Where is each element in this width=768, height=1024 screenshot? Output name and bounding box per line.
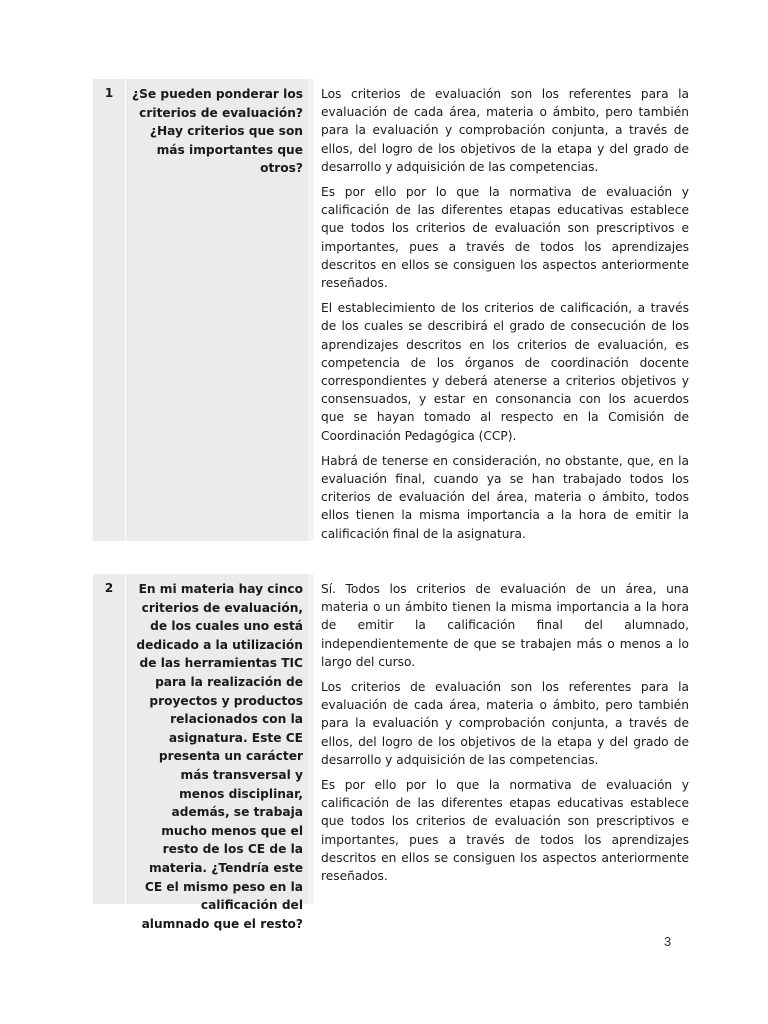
question-text: En mi materia hay cinco criterios de evaluación, de los cuales uno está dedicado a la utilización de las herramientas TIC para la realización de proyectos y productos relacionados con la asignatura. Este CE presenta un carácter más transversal y menos disciplinar, además, se trabaja mucho menos que el resto de los CE de la materia. ¿Tendría este CE el mismo peso en la calificación del alumnado que el resto? [126, 574, 308, 904]
question-number: 2 [93, 574, 125, 904]
answer-paragraph: El establecimiento de los criterios de calificación, a través de los cuales se describirá el grado de consecución de los aprendizajes descritos en los criterios de evaluación, es competencia de los órganos de coordinación docente correspondientes y deberá atenerse a criterios objetivos y consensuados, y estar en consonancia con los acuerdos que se hayan tomado al respecto en la Comisión de Coordinación Pedagógica (CCP). [321, 301, 689, 443]
answer-paragraph: Sí. Todos los criterios de evaluación de un área, una materia o un ámbito tienen la misma importancia a la hora de emitir la calificación final del alumnado, independientemente de que se trabajen más o menos a lo largo del curso. [321, 582, 689, 669]
answer-paragraph: Es por ello por lo que la normativa de evaluación y calificación de las diferentes etapas educativas establece que todos los criterios de evaluación son prescriptivos e importantes, pues a través de todos los aprendizajes descritos en ellos se consiguen los aspectos anteriormente reseñados. [321, 778, 689, 884]
answer-paragraph: Es por ello por lo que la normativa de evaluación y calificación de las diferentes etapas educativas establece que todos los criterios de evaluación son prescriptivos e importantes, pues a través de todos los aprendizajes descritos en ellos se consiguen los aspectos anteriormente reseñados. [321, 185, 689, 291]
answer-paragraph: Los criterios de evaluación son los referentes para la evaluación de cada área, materia o ámbito, pero también para la evaluación y comprobación conjunta, a través de ellos, del logro de los objetivos de la etapa y del grado de desarrollo y adquisición de las competencias. [321, 680, 689, 767]
question-number: 1 [93, 79, 125, 541]
faq-table-2 [93, 574, 693, 931]
answer-paragraph: Habrá de tenerse en consideración, no obstante, que, en la evaluación final, cuando ya se han trabajado todos los criterios de evaluación del área, materia o ámbito, todos ellos tienen la misma importancia a la hora de emitir la calificación final de la asignatura. [321, 453, 689, 541]
question-text: ¿Se pueden ponderar los criterios de evaluación? ¿Hay criterios que son más importantes que otros? [126, 79, 308, 541]
page-number: 3 [664, 934, 672, 949]
faq-table-1 [93, 79, 693, 541]
answer-cell [314, 79, 693, 541]
answer-cell [314, 574, 693, 904]
answer-paragraph: Los criterios de evaluación son los referentes para la evaluación de cada área, materia o ámbito, pero también para la evaluación y comprobación conjunta, a través de ellos, del logro de los objetivos de la etapa y del grado de desarrollo y adquisición de las competencias. [321, 87, 689, 174]
